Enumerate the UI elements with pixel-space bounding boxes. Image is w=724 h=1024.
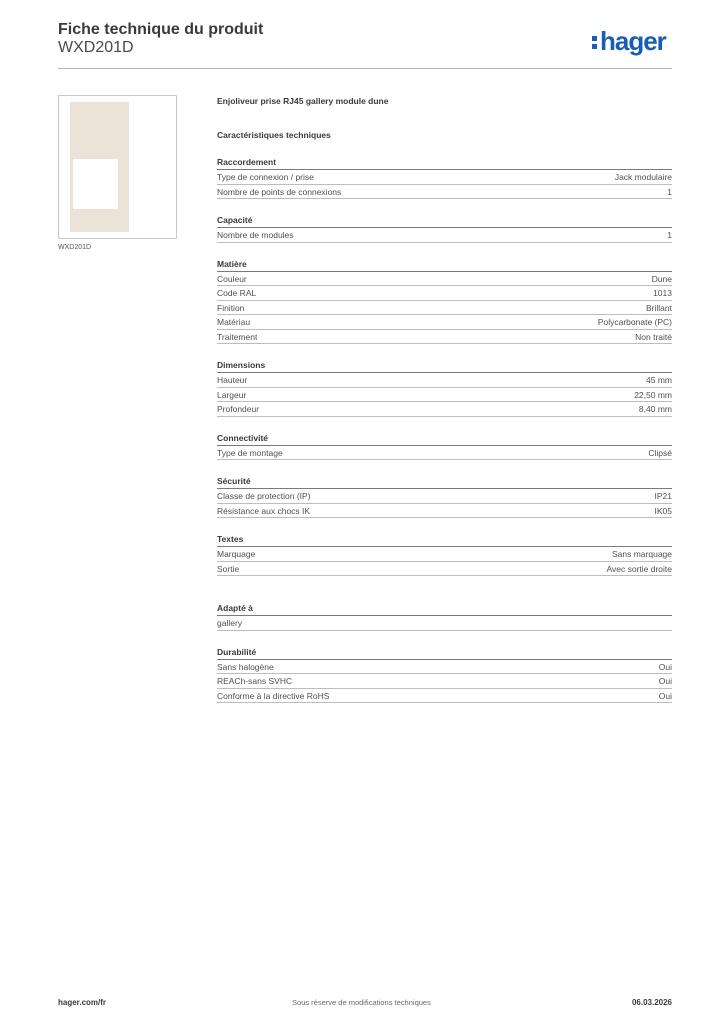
spec-row xyxy=(217,674,672,689)
spec-value: Brillant xyxy=(646,302,672,313)
spec-row xyxy=(217,660,672,675)
section-matiere xyxy=(217,258,672,345)
section-title: Adapté à xyxy=(217,602,672,616)
footer-date: 06.03.2026 xyxy=(631,998,672,1007)
section-securite xyxy=(217,475,672,518)
spec-label: Conforme à la directive RoHS xyxy=(217,690,330,701)
header-divider xyxy=(58,68,672,69)
spec-value: Non traité xyxy=(635,331,672,342)
product-reference: WXD201D xyxy=(58,39,134,56)
product-name: Enjoliveur prise RJ45 gallery module dune xyxy=(217,96,389,106)
spec-content xyxy=(217,96,672,703)
product-image-frame xyxy=(58,95,177,239)
spec-label: Finition xyxy=(217,302,245,313)
spec-value: Polycarbonate (PC) xyxy=(597,317,672,327)
spec-value: Dune xyxy=(651,273,672,284)
spec-row xyxy=(217,446,672,461)
spec-label: Marquage xyxy=(217,549,256,559)
spec-row xyxy=(217,489,672,504)
spec-label: gallery xyxy=(217,618,243,628)
spec-label: Largeur xyxy=(217,389,247,400)
spec-label: Profondeur xyxy=(217,404,260,414)
section-title: Connectivité xyxy=(217,432,672,446)
section-durabilite xyxy=(217,646,672,704)
spec-value: 1 xyxy=(667,230,672,240)
hager-logo xyxy=(592,28,666,54)
spec-label: Code RAL xyxy=(217,288,257,298)
spec-label: Sortie xyxy=(217,563,240,574)
page-title: Fiche technique du produit xyxy=(58,21,264,38)
section-title: Matière xyxy=(217,258,672,272)
spec-value: IK05 xyxy=(654,505,672,516)
spec-value: 1013 xyxy=(653,288,672,298)
spec-label: Sans halogène xyxy=(217,661,274,672)
section-title: Sécurité xyxy=(217,475,672,489)
spec-row xyxy=(217,402,672,417)
spec-label: Résistance aux chocs IK xyxy=(217,505,311,516)
spec-label: Nombre de points de connexions xyxy=(217,186,342,197)
spec-row xyxy=(217,504,672,519)
spec-row xyxy=(217,330,672,345)
spec-label: Traitement xyxy=(217,331,258,342)
spec-value: Oui xyxy=(658,690,672,701)
section-title: Durabilité xyxy=(217,646,672,660)
spec-row xyxy=(217,315,672,330)
section-title: Capacité xyxy=(217,214,672,228)
spec-value: Oui xyxy=(658,661,672,672)
spec-value: Clipsé xyxy=(648,447,672,458)
spec-value: Avec sortie droite xyxy=(606,563,672,574)
section-title: Dimensions xyxy=(217,359,672,373)
spec-value: IP21 xyxy=(654,491,672,501)
spec-row xyxy=(217,228,672,243)
logo-text: hager xyxy=(600,26,666,56)
section-textes xyxy=(217,533,672,576)
spec-row xyxy=(217,616,672,631)
spec-label: Hauteur xyxy=(217,375,248,385)
spec-value: Oui xyxy=(658,676,672,686)
section-dimensions xyxy=(217,359,672,417)
section-title: Raccordement xyxy=(217,156,672,170)
spec-value: 45 mm xyxy=(646,375,672,385)
spec-row xyxy=(217,301,672,316)
spec-row xyxy=(217,562,672,577)
section-adapte xyxy=(217,602,672,631)
spec-label: Type de montage xyxy=(217,447,283,458)
spec-row xyxy=(217,170,672,185)
section-capacite xyxy=(217,214,672,243)
spec-label: Couleur xyxy=(217,273,247,284)
footer-disclaimer: Sous réserve de modifications techniques xyxy=(292,998,431,1007)
spec-value: Jack modulaire xyxy=(614,172,672,182)
spec-row xyxy=(217,286,672,301)
spec-label: Classe de protection (IP) xyxy=(217,491,311,501)
product-image-caption: WXD201D xyxy=(58,244,92,251)
spec-row xyxy=(217,373,672,388)
spec-label: Nombre de modules xyxy=(217,230,294,240)
spec-label: Type de connexion / prise xyxy=(217,172,314,182)
tech-heading: Caractéristiques techniques xyxy=(217,130,331,140)
spec-value: Sans marquage xyxy=(611,549,672,559)
spec-row xyxy=(217,547,672,562)
spec-value: 1 xyxy=(667,186,672,197)
section-connectivite xyxy=(217,432,672,461)
spec-row xyxy=(217,185,672,200)
spec-value: 22,50 mm xyxy=(634,389,672,400)
socket-opening xyxy=(73,159,118,209)
section-title: Textes xyxy=(217,533,672,547)
spec-row xyxy=(217,272,672,287)
spec-row xyxy=(217,689,672,704)
spec-row xyxy=(217,388,672,403)
footer-website: hager.com/fr xyxy=(58,998,107,1007)
logo-dots-icon xyxy=(592,35,598,50)
spec-label: Matériau xyxy=(217,317,251,327)
spec-value: 8,40 mm xyxy=(638,404,672,414)
section-raccordement xyxy=(217,156,672,199)
product-image xyxy=(70,102,129,232)
spec-label: REACh-sans SVHC xyxy=(217,676,293,686)
